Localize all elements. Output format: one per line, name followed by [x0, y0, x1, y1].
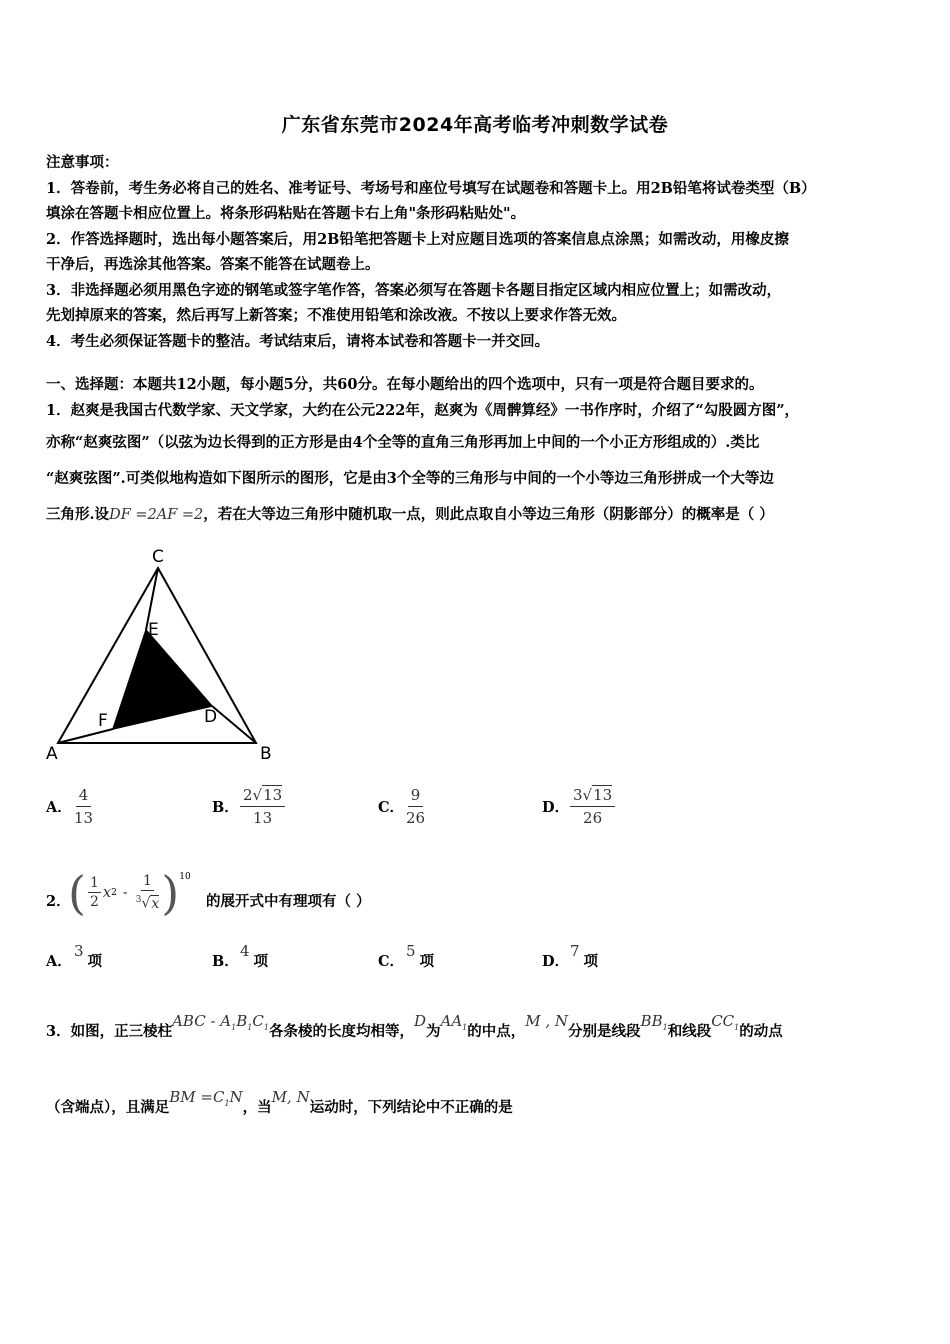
q1-condition-math: DF =2AF =2 — [109, 507, 204, 523]
notes-line: 4．考生必须保证答题卡的整洁。考试结束后，请将本试卷和答题卡一并交回。 — [46, 332, 550, 350]
q1-line: 亦称“赵爽弦图”（以弦为边长得到的正方形是由4个全等的直角三角形再加上中间的一个小正方形组成的）.类比 — [46, 434, 760, 451]
q2-option-b[interactable]: B． 4 项 — [212, 941, 269, 970]
q2-option-d[interactable]: D． 7 项 — [542, 941, 599, 970]
q1-option-d[interactable]: D． $\frac{3√13}{26}$ — [542, 786, 615, 827]
q3-line: （含端点），且满足BM $=C_1N$，当M, N运动时，下列结论中不正确的是 — [46, 1088, 513, 1116]
notes-heading: 注意事项： — [46, 154, 119, 171]
q3-line: 3．如图，正三棱柱ABC - $A_1B_1C_1$各条棱的长度均相等，D为$AA_1$的中点，M , N分别是线段$BB_1$和线段$CC_1$的动点 — [46, 1012, 783, 1040]
segment-bd — [212, 706, 256, 743]
q1-line: 1．赵爽是我国古代数学家、天文学家，大约在公元222年，赵爽为《周髀算经》一书作序时，介绍了“勾股圆方图”， — [46, 402, 800, 419]
question-1 — [46, 398, 906, 538]
q2-option-c[interactable]: C． 5 项 — [378, 941, 435, 970]
notes-line: 先划掉原来的答案，然后再写上新答案；不准使用铅笔和涂改液。不按以上要求作答无效。 — [46, 307, 626, 324]
exam-notes — [46, 150, 906, 354]
label-b: B — [260, 744, 272, 764]
label-f: F — [98, 711, 108, 731]
triangle-figure — [40, 540, 290, 770]
notes-line: 填涂在答题卡相应位置上。将条形码粘贴在答题卡右上角"条形码粘贴处"。 — [46, 205, 526, 222]
q1-option-b[interactable]: B． $\frac{2√13}{13}$ — [212, 786, 285, 827]
segment-af — [58, 729, 113, 743]
fraction: $\frac{2√13}{13}$ — [240, 786, 285, 827]
q1-option-a[interactable]: A． $\frac{4}{13}$ — [46, 786, 94, 827]
q2-options — [46, 941, 906, 986]
label-c: C — [152, 547, 164, 567]
q2-option-a[interactable]: A． 3 项 — [46, 941, 103, 970]
question-2: 2． ( $\frac{1}{2}$ x 2 - $\frac{1}{^3√x}$ ) 10 的展开式中有理项有（ ） — [46, 866, 371, 920]
label-d: D — [204, 707, 218, 727]
q1-options — [46, 786, 906, 836]
q2-expression: ( $\frac{1}{2}$ x 2 - $\frac{1}{^3√x}$ ) 10 — [68, 866, 191, 920]
notes-line: 3．非选择题必须用黑色字迹的钢笔或签字笔作答，答案必须写在答题卡各题目指定区域内相应位置上；如需改动， — [46, 281, 782, 299]
notes-line: 1．答卷前，考生务必将自己的姓名、准考证号、考场号和座位号填写在试题卷和答题卡上。用2B铅笔将试卷类型（B） — [46, 179, 816, 197]
notes-line: 2．作答选择题时，选出每小题答案后，用2B铅笔把答题卡上对应题目选项的答案信息点涂黑；如需改动，用橡皮擦 — [46, 230, 789, 248]
shaded-small-triangle — [113, 630, 212, 729]
fraction: $\frac{3√13}{26}$ — [570, 786, 615, 827]
q1-line: 三角形.设DF =2AF =2，若在大等边三角形中随机取一点，则此点取自小等边三角形（阴影部分）的概率是（ ） — [46, 506, 774, 523]
section-heading: 一、选择题：本题共12小题，每小题5分，共60分。在每小题给出的四个选项中，只有一项是符合题目要求的。 — [46, 376, 764, 393]
q1-option-c[interactable]: C． $\frac{9}{26}$ — [378, 786, 426, 827]
page-title: 广东省东莞市2024年高考临考冲刺数学试卷 — [281, 114, 669, 136]
label-e: E — [148, 620, 159, 640]
fraction: $\frac{4}{13}$ — [74, 786, 94, 827]
notes-line: 干净后，再选涂其他答案。答案不能答在试题卷上。 — [46, 256, 380, 273]
label-a: A — [46, 744, 58, 764]
fraction: $\frac{9}{26}$ — [406, 786, 426, 827]
q1-line: “赵爽弦图”.可类似地构造如下图所示的图形，它是由3个全等的三角形与中间的一个小等边三角形拼成一个大等边 — [46, 470, 774, 487]
